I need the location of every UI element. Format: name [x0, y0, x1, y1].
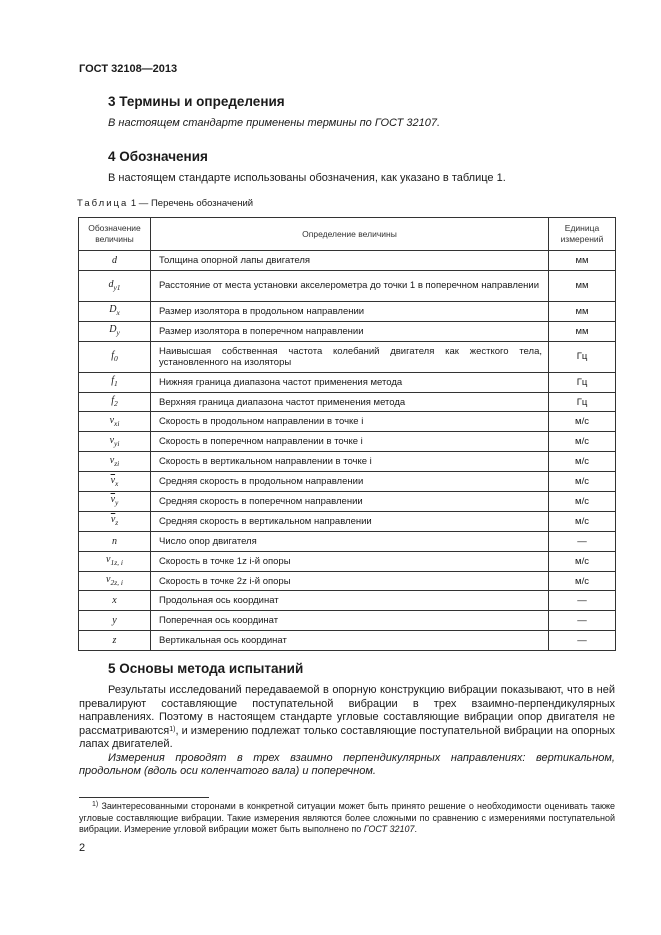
unit-cell: —: [549, 531, 616, 551]
unit-cell: мм: [549, 270, 616, 301]
definition-cell: Наивысшая собственная частота колебаний двигателя как жесткого тела, установленного на изоляторы: [151, 341, 549, 372]
unit-cell: м/с: [549, 412, 616, 432]
unit-cell: м/с: [549, 452, 616, 472]
section-4-text: В настоящем стандарте использованы обозначения, как указано в таблице 1.: [108, 172, 506, 184]
symbol-subscript: 1z, i: [110, 558, 123, 568]
table-row: [79, 372, 616, 392]
symbol-cell: [79, 631, 151, 651]
symbol-cell: [79, 301, 151, 321]
symbol: $\overline{v}$: [110, 494, 116, 506]
symbol: D: [109, 324, 117, 336]
table-row: [79, 321, 616, 341]
table-row: [79, 591, 616, 611]
unit-cell: Гц: [549, 372, 616, 392]
table-row: [79, 432, 616, 452]
symbol-cell: [79, 432, 151, 452]
symbol: z: [112, 635, 117, 647]
symbol-subscript: yi: [114, 438, 120, 448]
footnote-text-b: .: [414, 824, 418, 834]
document-id-header: ГОСТ 32108—2013: [79, 63, 178, 75]
section-3-text: В настоящем стандарте применены термины по ГОСТ 32107.: [108, 117, 441, 129]
table-row: [79, 631, 616, 651]
symbol: v: [109, 434, 115, 446]
unit-cell: м/с: [549, 472, 616, 492]
unit-cell: мм: [549, 301, 616, 321]
definition-cell: Толщина опорной лапы двигателя: [151, 251, 549, 271]
symbol-cell: [79, 571, 151, 591]
section-5-p1-b: , и измерению подлежат только составляющие поступательной вибрации на опорных лапах двигателей.: [79, 724, 615, 750]
definition-cell: Размер изолятора в продольном направлении: [151, 301, 549, 321]
symbols-table: [78, 217, 616, 651]
definition-cell: Размер изолятора в поперечном направлении: [151, 321, 549, 341]
symbol: f: [111, 349, 115, 361]
definition-cell: Продольная ось координат: [151, 591, 549, 611]
symbol-cell: [79, 392, 151, 412]
symbol: $\overline{v}$: [110, 474, 116, 486]
unit-cell: мм: [549, 251, 616, 271]
footnote-reference: ГОСТ 32107: [363, 824, 415, 834]
symbol: x: [112, 595, 117, 607]
symbol: D: [109, 304, 117, 316]
symbol-subscript: xi: [114, 418, 120, 428]
table-row: [79, 392, 616, 412]
symbol-cell: [79, 591, 151, 611]
section-5-paragraph-1: [79, 684, 615, 752]
definition-cell: Средняя скорость в поперечном направлении: [151, 492, 549, 512]
symbol-cell: [79, 531, 151, 551]
table-row: [79, 452, 616, 472]
table-row: [79, 270, 616, 301]
symbol-subscript: x: [116, 308, 120, 318]
header-definition: Определение величины: [151, 218, 549, 251]
unit-cell: м/с: [549, 492, 616, 512]
definition-cell: Расстояние от места установки акселерометра до точки 1 в поперечном направлении: [151, 270, 549, 301]
symbol: y: [112, 615, 117, 627]
unit-cell: м/с: [549, 571, 616, 591]
header-symbol-line2: величины: [95, 234, 134, 244]
symbol: f: [111, 395, 115, 406]
table-row: [79, 531, 616, 551]
definition-cell: Скорость в вертикальном направлении в точке i: [151, 452, 549, 472]
symbol: d: [108, 278, 114, 290]
symbol: f: [111, 375, 115, 387]
definition-cell: Скорость в точке 2z i-й опоры: [151, 571, 549, 591]
symbol-subscript: x: [115, 478, 119, 488]
table-row: [79, 611, 616, 631]
definition-cell: Скорость в продольном направлении в точке i: [151, 412, 549, 432]
symbol-cell: [79, 341, 151, 372]
symbol-subscript: 1: [114, 379, 118, 389]
definition-cell: Средняя скорость в вертикальном направлении: [151, 511, 549, 531]
header-symbol-line1: Обозначение: [88, 223, 141, 233]
table-row: [79, 341, 616, 372]
symbol: d: [112, 254, 117, 266]
symbol-cell: [79, 372, 151, 392]
table-row: [79, 301, 616, 321]
table-header-row: [79, 218, 616, 251]
definition-cell: Скорость в поперечном направлении в точке i: [151, 432, 549, 452]
section-5-p1-a: Результаты исследований передаваемой в опорную конструкцию вибрации показывают, что в ней превалируют составляющие поступательной вибрации в трех взаимно-перпендикулярных направлениях. Поэтому в настоящем стандарте угловые составляющие вибрации опор двигателя не рассматриваются: [79, 684, 615, 737]
unit-cell: Гц: [549, 341, 616, 372]
section-4-title: 4 Обозначения: [108, 149, 208, 164]
symbol-cell: [79, 251, 151, 271]
symbol-subscript: 0: [114, 353, 118, 363]
unit-cell: м/с: [549, 432, 616, 452]
table-row: [79, 492, 616, 512]
symbol-cell: [79, 270, 151, 301]
unit-cell: —: [549, 631, 616, 651]
unit-cell: —: [549, 591, 616, 611]
definition-cell: Вертикальная ось координат: [151, 631, 549, 651]
symbol: n: [112, 535, 117, 547]
symbol-cell: [79, 321, 151, 341]
symbol-cell: [79, 551, 151, 571]
unit-cell: м/с: [549, 551, 616, 571]
table-row: [79, 551, 616, 571]
definition-cell: Число опор двигателя: [151, 531, 549, 551]
symbol-subscript: z: [115, 518, 119, 528]
unit-cell: м/с: [549, 511, 616, 531]
table-row: [79, 412, 616, 432]
unit-cell: —: [549, 611, 616, 631]
section-5-paragraph-2: Измерения проводят в трех взаимно перпендикулярных направлениях: вертикальном, продольном (вдоль оси коленчатого вала) и поперечном.: [79, 751, 615, 777]
symbol-subscript: 2: [114, 399, 118, 408]
unit-cell: мм: [549, 321, 616, 341]
symbol-cell: [79, 611, 151, 631]
symbol: v: [109, 454, 115, 466]
table-caption: [77, 198, 253, 209]
symbol-subscript: zi: [114, 458, 120, 468]
symbol-cell: [79, 492, 151, 512]
footnote-separator: [79, 797, 209, 798]
definition-cell: Нижняя граница диапазона частот применения метода: [151, 372, 549, 392]
footnote-text-a: Заинтересованными сторонами в конкретной ситуации может быть принято решение о необходимости оценивать также угловые составляющие вибрации. Такие измерения являются более сложными по сравнению с измерениями поступательной вибрации. Измерение угловой вибрации может быть выполнено по: [79, 801, 615, 834]
symbol: v: [109, 414, 115, 426]
definition-cell: Скорость в точке 1z i-й опоры: [151, 551, 549, 571]
symbol-subscript: y: [116, 328, 120, 338]
table-row: [79, 472, 616, 492]
section-5-title: 5 Основы метода испытаний: [108, 661, 304, 676]
page-number: 2: [79, 842, 86, 854]
header-unit-line2: измерений: [560, 234, 604, 244]
header-unit-line1: Единица: [564, 223, 600, 233]
header-symbol: [79, 218, 151, 251]
table-caption-rest: 1 — Перечень обозначений: [128, 198, 254, 209]
symbol-cell: [79, 511, 151, 531]
section-3-title: 3 Термины и определения: [108, 94, 285, 109]
table-row: [79, 251, 616, 271]
section-5-body: [79, 684, 615, 779]
symbol-subscript: 2z, i: [110, 578, 123, 588]
table-row: [79, 511, 616, 531]
symbol: $\overline{v}$: [110, 514, 116, 526]
footnote-ref: 1): [169, 725, 176, 733]
table-caption-word: Таблица: [77, 198, 129, 209]
unit-cell: Гц: [549, 392, 616, 412]
symbol-cell: [79, 452, 151, 472]
symbol-subscript: y1: [113, 282, 121, 292]
definition-cell: Поперечная ось координат: [151, 611, 549, 631]
header-unit: [549, 218, 616, 251]
symbol-subscript: y: [115, 498, 119, 508]
footnote-paragraph: [79, 801, 615, 836]
symbol: v: [106, 574, 111, 586]
definition-cell: Средняя скорость в продольном направлении: [151, 472, 549, 492]
definition-cell: Верхняя граница диапазона частот применения метода: [151, 392, 549, 412]
symbol-cell: [79, 412, 151, 432]
symbol: v: [106, 554, 111, 566]
footnote-mark: 1): [92, 801, 99, 808]
table-row: [79, 571, 616, 591]
footnote: [79, 801, 615, 836]
symbol-cell: [79, 472, 151, 492]
